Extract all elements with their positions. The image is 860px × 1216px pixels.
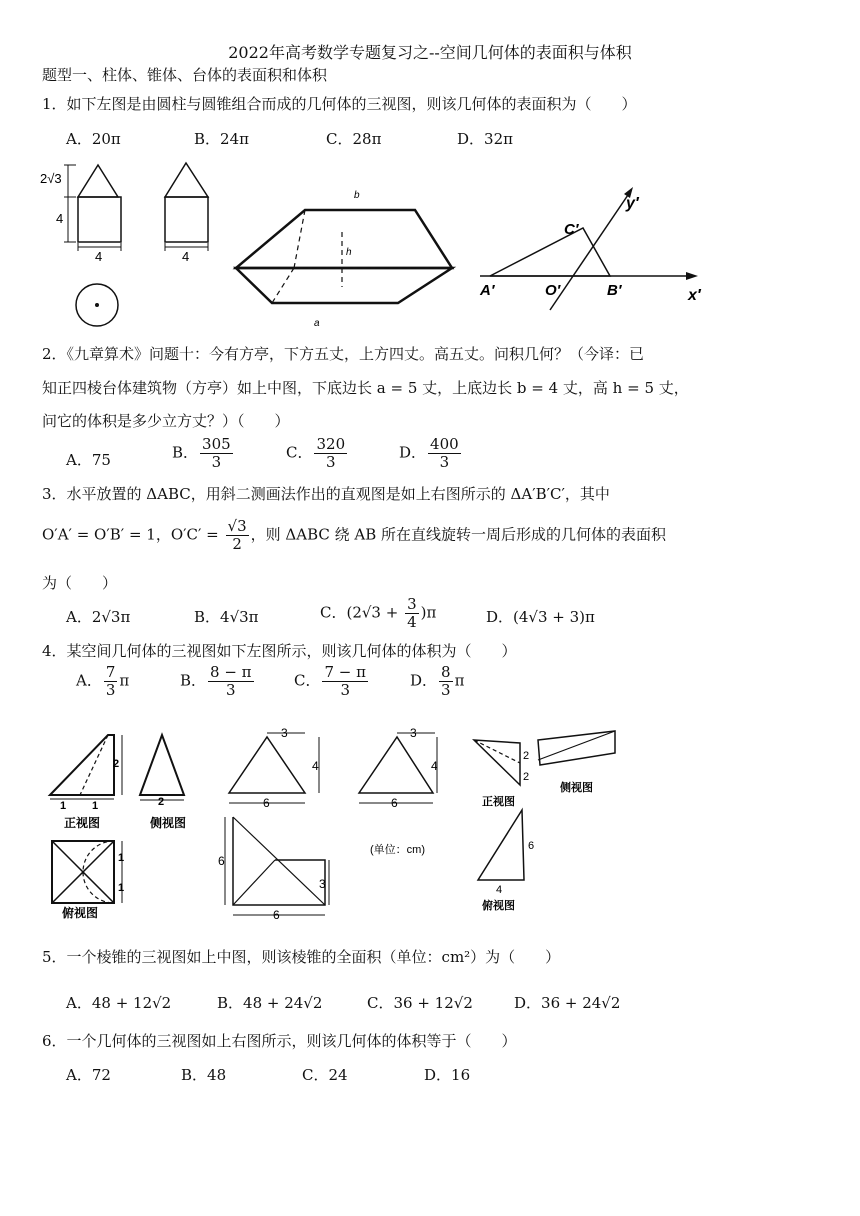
q2-option-d: D． $\frac{400}{3}$: [399, 435, 459, 471]
q3-line1: 3．水平放置的 ΔABC，用斜二测画法作出的直观图是如上右图所示的 ΔA′B′C′，其中: [42, 485, 610, 503]
q4-option-c: C． $\frac{7 - \pi}{3}$: [294, 663, 366, 699]
q5-option-a: A．48 + 12√2: [66, 994, 172, 1012]
q6-stem: 6．一个几何体的三视图如上右图所示，则该几何体的体积等于（ ）: [42, 1032, 517, 1050]
label-side-2: 2: [158, 796, 165, 808]
label-front-2a: 2: [523, 750, 530, 762]
q2-line3: 问它的体积是多少立方丈？）（ ）: [42, 412, 290, 430]
label-o-prime: O′: [545, 282, 561, 299]
label-front-1b: 1: [92, 800, 99, 812]
label-b-prime: B′: [607, 282, 622, 299]
label-y-prime: y′: [626, 195, 639, 212]
front-view-caption-q6: 正视图: [482, 796, 515, 808]
q6-option-c: C．24: [302, 1066, 348, 1084]
page-title: 2022年高考数学专题复习之--空间几何体的表面积与体积: [228, 43, 632, 62]
label-h: h: [346, 247, 352, 258]
top-view-caption-q6: 俯视图: [482, 900, 515, 912]
section-heading: 题型一、柱体、锥体、台体的表面积和体积: [42, 66, 328, 84]
q1-option-d: D．32π: [457, 130, 513, 148]
q5-option-d: D．36 + 24√2: [514, 994, 621, 1012]
three-view-figure-q4: [40, 725, 215, 925]
label-front-1a: 1: [60, 800, 67, 812]
q2-line1: 2．《九章算术》问题十：今有方亭，下方五丈，上方四丈。高五丈。问积几何？（今译：已: [42, 345, 645, 363]
label-top-1b: 1: [118, 882, 125, 894]
label-top-3: 3: [319, 877, 326, 891]
label-4-side: 4: [182, 249, 190, 264]
q2-line2: 知正四棱台体建筑物（方亭）如上中图，下底边长 a = 5 丈，上底边长 b = 4 丈，高 h = 5 丈，: [42, 379, 689, 397]
q3-option-d: D．(4√3 + 3)π: [486, 608, 595, 626]
q4-option-d: D． $\frac{8}{3}$ π: [410, 663, 465, 699]
label-front-3: 3: [281, 726, 288, 740]
frustum-figure: [230, 180, 465, 330]
label-side-6: 6: [391, 796, 398, 810]
label-a: a: [314, 318, 320, 329]
q2-option-a: A．75: [66, 451, 111, 469]
label-c-prime: C′: [564, 221, 579, 238]
label-4-vertical: 4: [56, 211, 64, 226]
q6-option-d: D．16: [424, 1066, 471, 1084]
front-view-caption: 正视图: [64, 816, 101, 830]
label-front-6: 6: [263, 796, 270, 810]
q4-option-a: A． $\frac{7}{3}$ π: [76, 663, 130, 699]
q6-option-a: A．72: [66, 1066, 111, 1084]
label-front-4: 4: [312, 759, 319, 773]
three-view-figure-cylinder-cone: [38, 155, 228, 333]
three-view-figure-q6: [470, 725, 640, 920]
side-view-caption-q6: 侧视图: [560, 782, 593, 794]
q5-option-b: B．48 + 24√2: [217, 994, 323, 1012]
label-a-prime: A′: [480, 282, 495, 299]
oblique-projection-figure: [470, 180, 715, 320]
q3-line3: 为（ ）: [42, 574, 118, 592]
label-front-2: 2: [113, 758, 120, 770]
q1-option-c: C．28π: [326, 130, 382, 148]
label-top-6-vertical: 6: [218, 854, 225, 868]
q5-stem: 5．一个棱锥的三视图如上中图，则该棱锥的全面积（单位：cm²）为（ ）: [42, 948, 561, 966]
q3-option-c: C．(2√3 + $\frac{3}{4}$ )π: [320, 595, 437, 631]
q3-option-a: A．2√3π: [66, 608, 131, 626]
q4-stem: 4．某空间几何体的三视图如下左图所示，则该几何体的体积为（ ）: [42, 642, 517, 660]
q2-option-b: B． $\frac{305}{3}$: [172, 435, 231, 471]
three-view-figure-pyramid: [215, 725, 470, 925]
q6-option-b: B．48: [181, 1066, 227, 1084]
top-view-caption: 俯视图: [62, 906, 99, 920]
q4-option-b: B． $\frac{8 - \pi}{3}$: [180, 663, 252, 699]
label-top-6-horizontal: 6: [273, 908, 280, 922]
label-top-1a: 1: [118, 852, 125, 864]
label-side-3: 3: [410, 726, 417, 740]
label-front-2b: 2: [523, 771, 530, 783]
q2-option-c: C． $\frac{320}{3}$: [286, 435, 346, 471]
q1-option-b: B．24π: [194, 130, 249, 148]
q3-line2: O′A′ = O′B′ = 1，O′C′ = $\frac{√3}{2}$ ，则 ΔABC 绕 AB 所在直线旋转一周后形成的几何体的表面积: [42, 517, 667, 553]
q3-option-b: B．4√3π: [194, 608, 259, 626]
label-2root3: 2√3: [40, 171, 62, 186]
side-view-caption: 侧视图: [150, 816, 187, 830]
unit-label: (单位：cm): [370, 844, 425, 856]
label-4-front: 4: [95, 249, 103, 264]
q1-stem: 1．如下左图是由圆柱与圆锥组合而成的几何体的三视图，则该几何体的表面积为（ ）: [42, 95, 637, 113]
label-top-4: 4: [496, 884, 503, 896]
label-side-4: 4: [431, 759, 438, 773]
label-x-prime: x′: [688, 287, 701, 304]
label-b: b: [354, 190, 360, 201]
q1-option-a: A．20π: [66, 130, 121, 148]
label-top-6: 6: [528, 840, 535, 852]
q5-option-c: C．36 + 12√2: [367, 994, 473, 1012]
